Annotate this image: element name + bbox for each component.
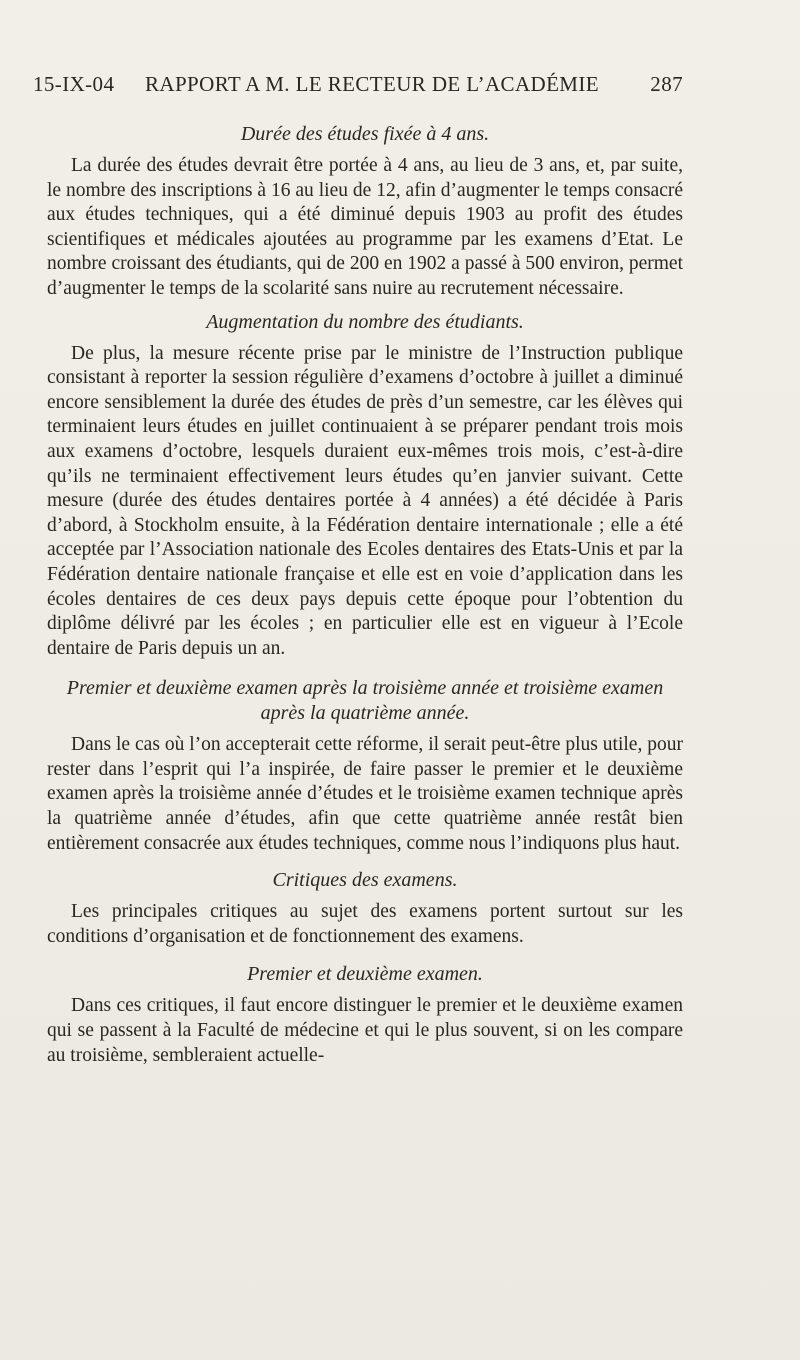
section-heading-first-second-exam: Premier et deuxième examen. [247,963,483,986]
paragraph-duration: La durée des études devrait être portée à 4 ans, au lieu de 3 ans, et, par suite, le nombre des inscriptions à 16 au lieu de 12, afin d’augmenter le temps consacré aux études techniques, qui a été diminué depuis 1903 au profit des études scientifiques et médicales ajoutées au programme par les examens d’Etat. Le nombre croissant des étudiants, qui de 200 en 1902 a passé à 500 environ, permet d’augmenter le temps de la scolarité sans nuire au recrutement nécessaire. [47,155,683,299]
paragraph-criticism: Les principales critiques au sujet des examens portent surtout sur les conditions d’organisation et de fonctionnement des examens. [47,901,683,947]
running-head [33,72,683,104]
paragraph-first-second-exam: Dans ces critiques, il faut encore distinguer le premier et le deuxième examen qui se passent à la Faculté de médecine et qui le plus souvent, si on les compare au troisième, sembleraient actuelle- [47,995,683,1066]
section-heading-criticism: Critiques des examens. [272,869,458,892]
section-heading-duration: Durée des études fixée à 4 ans. [240,123,490,145]
page-number: 287 [650,72,683,96]
section-heading-students: Augmentation du nombre des étudiants. [206,310,524,333]
page-body [47,122,683,1068]
header-date: 15-IX-04 [33,72,115,96]
paragraph-students: De plus, la mesure récente prise par le ministre de l’Instruction publique consistant à reporter la session régulière d’examens d’octobre à juillet a diminué encore sensiblement la durée des études de près d’un semestre, car les élèves qui terminaient leurs études en juillet continuaient à se préparer pendant trois mois aux examens d’octobre, lesquels duraient eux-mêmes trois mois, c’est-à-dire qu’ils ne terminaient effectivement leurs études qu’en janvier suivant. Cette mesure (durée des études dentaires portée à 4 années) a été décidée à Paris d’abord, à Stockholm ensuite, à la Fédération dentaire internationale ; elle a été acceptée par l’Association nationale des Ecoles dentaires des Etats-Unis et par la Fédération dentaire nationale française et elle est en voie d’application dans les écoles dentaires de ces deux pays depuis cette époque pour l’obtention du diplôme délivré par les écoles ; en particulier elle est en vigueur à l’Ecole dentaire de Paris depuis un an. [47,342,683,659]
section-heading-exam-schedule: Premier et deuxième examen après la troisième année et troisième examen après la quatrième année. [66,677,664,725]
paragraph-exam-schedule: Dans le cas où l’on accepterait cette réforme, il serait peut-être plus utile, pour rester dans l’esprit qui l’a inspirée, de faire passer le premier et le deuxième examen après la troisième année d’études et le troisième examen technique après la quatrième année d’études, afin que cette quatrième année restât bien entièrement consacrée aux études techniques, comme nous l’indiquons plus haut. [47,734,683,854]
header-title: RAPPORT A M. LE RECTEUR DE L’ACADÉMIE [145,72,599,96]
